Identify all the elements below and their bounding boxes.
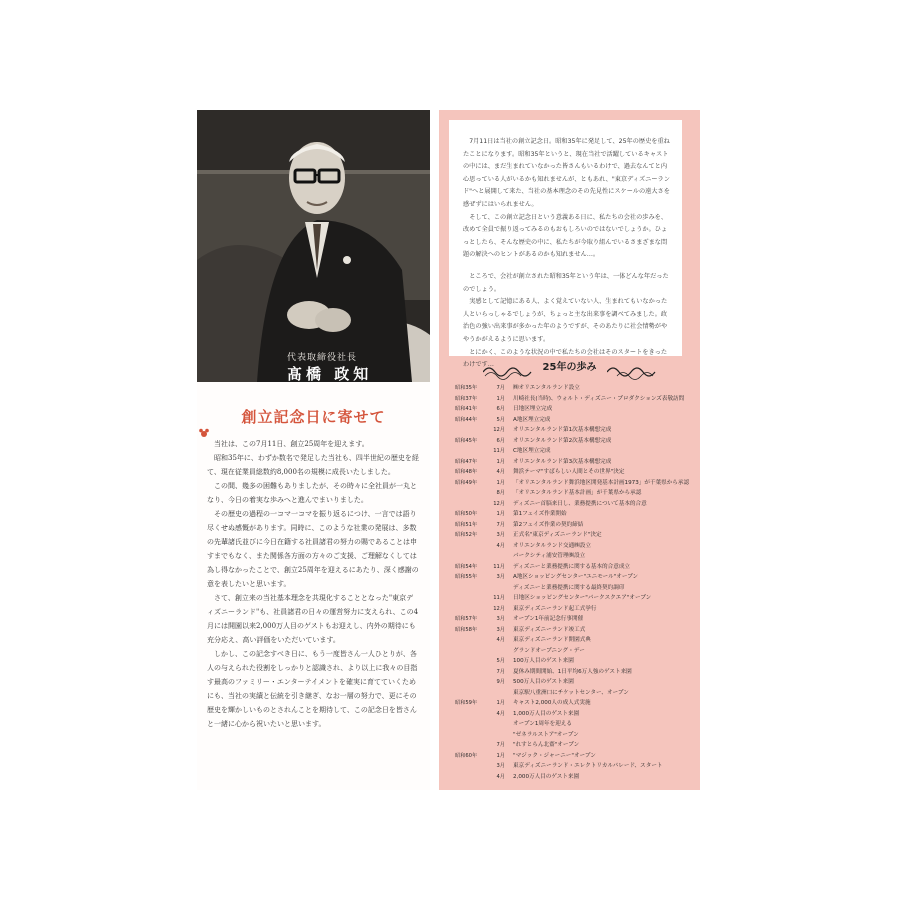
- timeline-month: 12月: [493, 605, 505, 612]
- timeline-month: 6月: [496, 437, 505, 444]
- timeline-year: 昭和37年: [455, 395, 478, 402]
- timeline-event: 500万人目のゲスト来園: [513, 679, 574, 685]
- timeline-row: [455, 677, 695, 688]
- timeline-event: 舞浜テーマ"すばらしい人間とその世界"決定: [513, 469, 625, 475]
- wave-decoration-right: [607, 364, 657, 380]
- timeline-month: 11月: [493, 563, 505, 570]
- timeline-month: 3月: [496, 616, 505, 622]
- timeline-month: 12月: [493, 500, 505, 507]
- timeline-row: [455, 740, 695, 751]
- timeline-event: 1,000万人目のゲスト来園: [513, 710, 580, 717]
- timeline-row: [455, 593, 695, 604]
- timeline-event: 夏休み期間開始、1日平均6万人強のゲスト来園: [513, 668, 632, 675]
- timeline-event: 東京ディズニーランド・エレクトリカルパレード、スタート: [513, 763, 663, 769]
- timeline-year: 昭和59年: [455, 700, 478, 706]
- timeline-event: 第2フェイズ作業の契約締結: [513, 521, 584, 528]
- timeline-event: ディズニーと業務提携に関する基本的合意成立: [513, 563, 631, 570]
- timeline-row: [455, 457, 695, 468]
- timeline-year: 昭和55年: [455, 574, 478, 580]
- timeline-event: 正式名"東京ディズニーランド"決定: [513, 532, 602, 538]
- caption-title: 代表取締役社長: [287, 353, 358, 363]
- timeline-year: 昭和58年: [455, 626, 478, 633]
- photo-caption: [287, 350, 427, 382]
- timeline-row: [455, 541, 695, 552]
- timeline-row: [455, 509, 695, 520]
- timeline-year: 昭和49年: [455, 479, 478, 486]
- article-paragraph: 当社は、この7月11日、創立25周年を迎えます。: [214, 440, 369, 448]
- timeline-row: [455, 667, 695, 678]
- timeline-row: [455, 562, 695, 573]
- timeline-row: [455, 551, 695, 562]
- intro-paragraph: 7月11日は当社の創立記念日。昭和35年に発足して、25年の歴史を重ねたことになります。昭和35年というと、現在当社で活躍しているキャストの中には、まだ生まれていなかった皆さんもいるわけで、過去なんてと内心思っている人がいるかも知れませんが、ともあれ、"東京ディズニーランド"へと展開して来た、当社の基本理念のその先見性にスケールの遠大さを感ぜずにはいられません。: [463, 138, 670, 208]
- timeline-event: オリエンタルランド交通㈱設立: [513, 542, 591, 549]
- article-body: [207, 437, 419, 731]
- timeline-year: 昭和41年: [455, 406, 478, 412]
- timeline-month: 4月: [496, 710, 505, 717]
- timeline-row: [455, 488, 695, 499]
- timeline-event: 2,000万人目のゲスト来園: [513, 773, 580, 780]
- timeline-row: [455, 730, 695, 741]
- timeline-row: [455, 698, 695, 709]
- timeline-month: 4月: [496, 469, 505, 475]
- intro-paragraph: ところで、会社が創立された昭和35年という年は、一体どんな年だったのでしょう。: [463, 272, 669, 293]
- timeline-event: C地区埋立完成: [513, 448, 551, 454]
- timeline-row: [455, 772, 695, 783]
- timeline-month: 4月: [496, 542, 505, 549]
- timeline-month: 3月: [496, 574, 505, 580]
- timeline-month: 1月: [496, 395, 505, 402]
- timeline-year: 昭和44年: [455, 416, 478, 423]
- history-timeline: [455, 383, 695, 782]
- timeline-month: 3月: [496, 763, 505, 769]
- intro-paragraph: そして、この創立記念日という意義ある日に、私たちの会社の歩みを、改めて全員で振り返ってみるのもおもしろいのではないでしょうか。ひょっとしたら、そんな歴史の中に、私たちが今取り組んでいるさまざまな問題の解決へのヒントがあるのかも知れません…。: [463, 213, 668, 259]
- timeline-year: 昭和52年: [455, 532, 478, 538]
- timeline-event: オリエンタルランド第1次基本構想完成: [513, 427, 612, 433]
- timeline-event: ディズニー首脳来日し、業務提携について基本的合意: [513, 500, 647, 507]
- timeline-event: キャスト2,000人の成人式実施: [513, 700, 591, 706]
- portrait-illustration: [197, 110, 430, 382]
- timeline-year: 昭和35年: [455, 385, 478, 391]
- timeline-event: 第1フェイズ作業開始: [513, 511, 567, 517]
- timeline-month: 1月: [496, 458, 505, 465]
- timeline-row: [455, 604, 695, 615]
- timeline-row: [455, 383, 695, 394]
- timeline-month: 9月: [496, 679, 505, 685]
- timeline-month: 7月: [496, 521, 505, 528]
- magazine-spread: [197, 110, 700, 790]
- timeline-event: 「オリエンタルランド舞浜地区開発基本計画1973」が千葉県から承認: [513, 479, 690, 486]
- timeline-year: 昭和60年: [455, 752, 478, 759]
- caption-name: 髙橋 政知: [287, 365, 373, 382]
- timeline-month: 12月: [493, 427, 505, 433]
- timeline-row: [455, 446, 695, 457]
- timeline-year: 昭和47年: [455, 458, 478, 465]
- timeline-month: 4月: [496, 773, 505, 780]
- timeline-event: オープン1周年を迎える: [513, 721, 572, 727]
- timeline-month: 1月: [496, 511, 505, 517]
- timeline-row: [455, 761, 695, 772]
- timeline-event: ㈱オリエンタルランド設立: [513, 385, 580, 391]
- article-paragraph: 昭和35年に、わずか数名で発足した当社も、四半世紀の歴史を経て、現在従業員総数約8,000名の規模に成長いたしました。: [207, 454, 419, 476]
- timeline-event: オリエンタルランド第3次基本構想完成: [513, 458, 612, 465]
- timeline-event: 東京駅八重洲口にチケットセンター、オープン: [513, 689, 629, 696]
- timeline-event: 東京ディズニーランド開園式典: [513, 637, 591, 643]
- timeline-event: オープン1年前記念行事開催: [513, 616, 584, 622]
- timeline-year: 昭和50年: [455, 511, 478, 517]
- timeline-month: 8月: [496, 490, 505, 496]
- timeline-year: 昭和45年: [455, 437, 478, 444]
- timeline-row: [455, 404, 695, 415]
- timeline-row: [455, 635, 695, 646]
- timeline-row: [455, 614, 695, 625]
- timeline-row: [455, 478, 695, 489]
- timeline-event: 東京ディズニーランド竣工式: [513, 626, 586, 633]
- timeline-event: 日地区埋立完成: [513, 406, 553, 412]
- timeline-month: 7月: [496, 668, 505, 675]
- timeline-row: [455, 688, 695, 699]
- timeline-event: 100万人目のゲスト来園: [513, 658, 574, 664]
- timeline-month: 3月: [496, 626, 505, 633]
- timeline-row: [455, 520, 695, 531]
- intro-paragraph: 実感として記憶にある人、よく覚えていない人、生まれてもいなかった人といらっしゃるでしょうが、ちょっと主な出来事を調べてみました。政治色の強い出来事が多かった年のようですが、そのあたりに社会情勢がややうかがえるように思います。: [463, 298, 668, 343]
- timeline-month: 5月: [496, 416, 505, 423]
- timeline-event: A地区ショッピングセンター"ユニモール"オープン: [513, 574, 639, 580]
- article-paragraph: この間、幾多の困難もありましたが、その時々に全社員が一丸となり、今日の着実な歩みへと進んでまいりました。: [207, 482, 417, 504]
- timeline-month: 1月: [496, 700, 505, 706]
- timeline-event: 東京ディズニーランド起工式挙行: [513, 605, 597, 612]
- left-column: [197, 110, 430, 790]
- timeline-month: 7月: [496, 742, 505, 748]
- timeline-event: オリエンタルランド第2次基本構想完成: [513, 437, 612, 444]
- timeline-month: 5月: [496, 658, 505, 664]
- timeline-month: 6月: [496, 406, 505, 412]
- timeline-year: 昭和57年: [455, 616, 478, 622]
- article-paragraph: しかし、この記念すべき日に、もう一度皆さん一人ひとりが、各人の与えられた役割をしっかりと認識され、より以上に我々の目指す最高のファミリー・エンターテイメントを確実に育てていくためにも、当社の実績と伝統を引き継ぎ、なお一層の努力で、更にその歴史を輝かしいものとされんことを期待して、この記念日を皆さんと一緒に心から祝いたいと思います。: [207, 650, 418, 728]
- timeline-row: [455, 572, 695, 583]
- article-paragraph: その歴史の過程の一コマ一コマを振り返るにつけ、一言では語り尽くせぬ感慨があります。同時に、このような社業の発展は、多数の先輩諸氏並びに今日在籍する社員諸君の努力の賜であることは申すまでもなく、また関係各方面の方々のご支援、ご理解なくしては為し得なかったことで、創立25周年を迎えるにあたり、深く感謝の意を表したいと思います。: [207, 510, 419, 588]
- timeline-event: パークシティ浦安管理㈱設立: [513, 553, 586, 559]
- timeline-year: 昭和51年: [455, 521, 478, 528]
- timeline-event: グランドオープニング・デー: [513, 647, 585, 654]
- timeline-event: 「オリエンタルランド基本計画」が千葉県から承認: [513, 490, 642, 496]
- intro-paragraph: とにかく、このような状況の中で私たちの会社はそのスタートをきったわけです…: [463, 348, 668, 369]
- timeline-month: 1月: [496, 479, 505, 486]
- timeline-row: [455, 625, 695, 636]
- timeline-row: [455, 530, 695, 541]
- timeline-row: [455, 751, 695, 762]
- timeline-event: 日地区ショッピングセンター"パークスクエア"オープン: [513, 595, 652, 601]
- timeline-row: [455, 467, 695, 478]
- timeline-event: "れすとらん北齋"オープン: [513, 742, 580, 748]
- timeline-event: "ゼネラルストア"オープン: [513, 731, 579, 738]
- history-title: 25年の歩み: [542, 362, 597, 373]
- timeline-event: 川崎社長(当時)、ウォルト・ディズニー・プロダクションズ表敬訪問: [513, 395, 685, 402]
- timeline-row: [455, 656, 695, 667]
- right-column: [439, 110, 700, 790]
- timeline-row: [455, 394, 695, 405]
- timeline-row: [455, 436, 695, 447]
- timeline-month: 1月: [496, 752, 505, 759]
- timeline-row: [455, 583, 695, 594]
- article-title: 創立記念日に寄せて: [241, 408, 386, 426]
- timeline-month: 3月: [496, 532, 505, 538]
- timeline-row: [455, 709, 695, 720]
- timeline-year: 昭和54年: [455, 563, 478, 570]
- article-paragraph: さて、創立来の当社基本理念を共現化することとなった"東京ディズニーランド"も、社員諸君の日々の運営努力に支えられ、この4月には開園以来2,000万人目のゲストもお迎えし、内外の期待にも充分応え、高い評価をいただいています。: [207, 594, 419, 644]
- timeline-row: [455, 499, 695, 510]
- president-photo: [197, 110, 430, 382]
- timeline-row: [455, 425, 695, 436]
- timeline-event: ディズニーと業務提携に関する最終契約調印: [513, 584, 625, 591]
- timeline-month: 11月: [493, 448, 505, 454]
- timeline-month: 4月: [496, 637, 505, 643]
- timeline-month: 11月: [493, 595, 505, 601]
- timeline-row: [455, 646, 695, 657]
- timeline-row: [455, 415, 695, 426]
- timeline-year: 昭和48年: [455, 469, 478, 475]
- timeline-row: [455, 719, 695, 730]
- intro-text: [463, 136, 671, 372]
- timeline-month: 7月: [496, 385, 505, 391]
- timeline-event: A地区埋立完成: [513, 416, 551, 423]
- timeline-event: "マジック・ジャーニー"オープン: [513, 752, 596, 759]
